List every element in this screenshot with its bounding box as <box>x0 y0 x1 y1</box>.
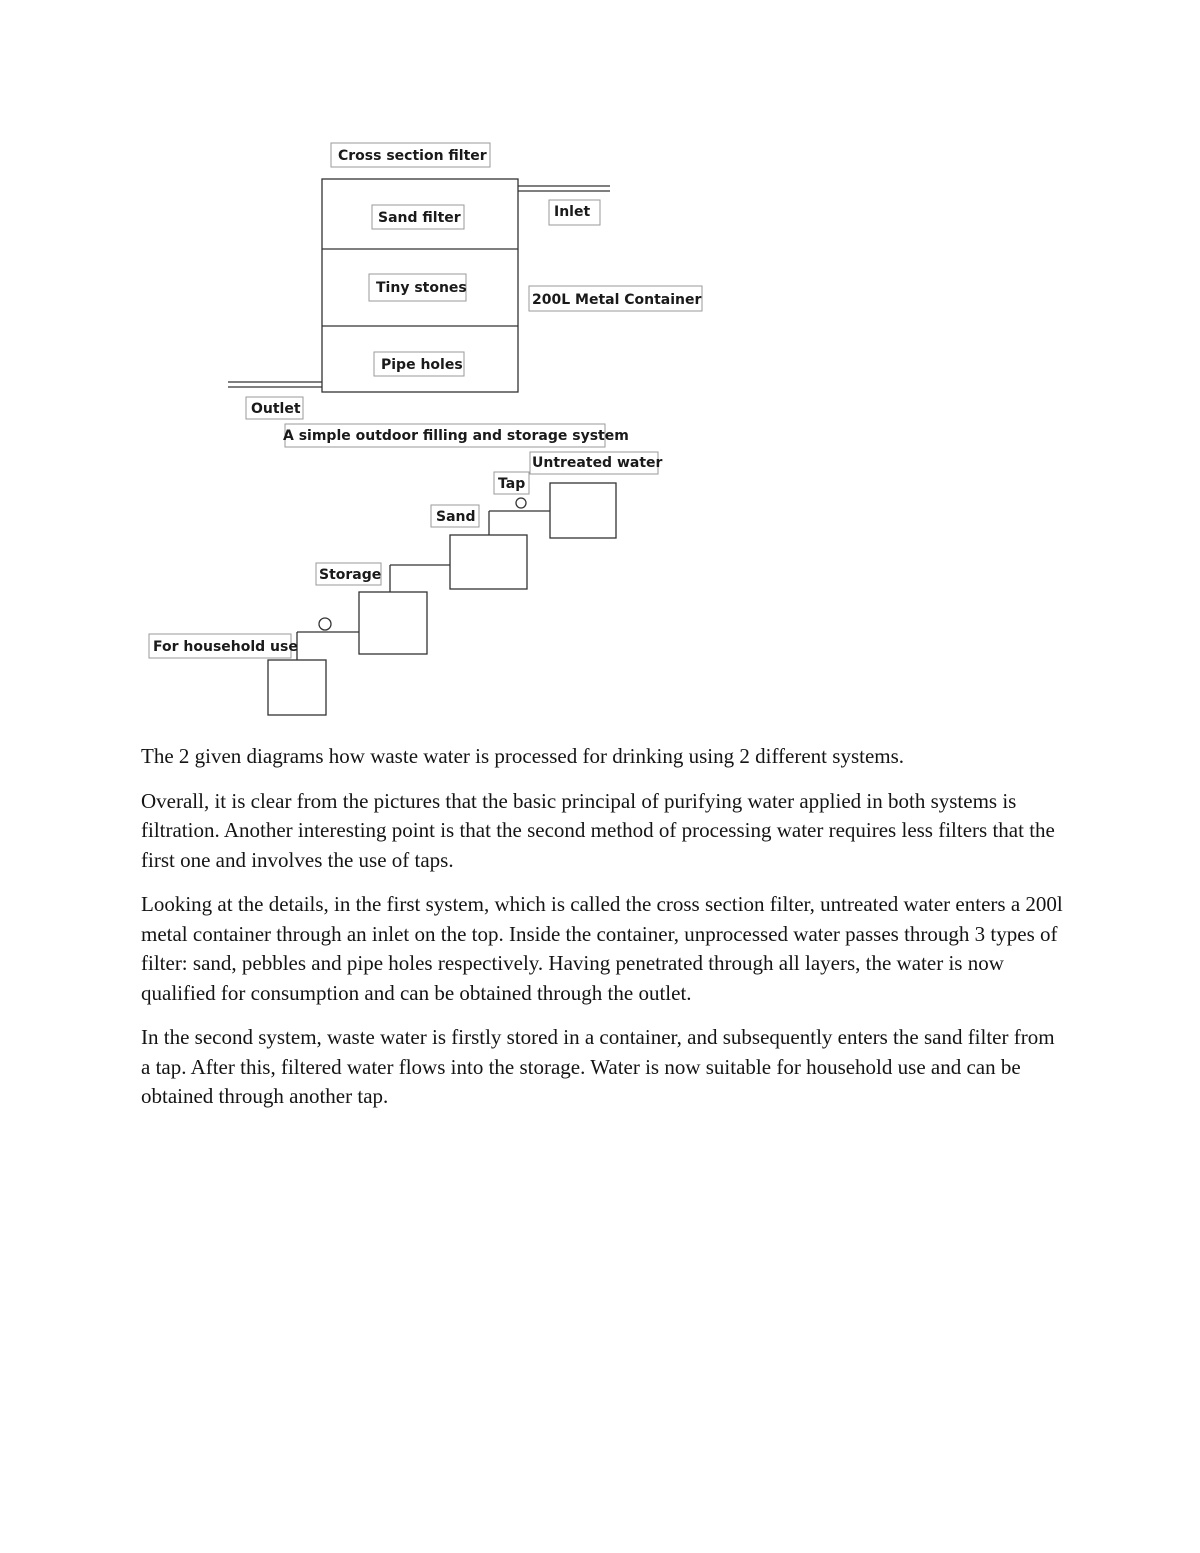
storage-label: Storage <box>319 567 382 583</box>
container-label: 200L Metal Container <box>532 292 702 308</box>
outdoor-system-title: A simple outdoor filling and storage system <box>283 428 629 444</box>
inlet-label: Inlet <box>554 204 591 220</box>
pipe-holes-layer-label: Pipe holes <box>381 357 463 373</box>
tiny-stones-layer-label: Tiny stones <box>376 280 467 296</box>
cross-section-title: Cross section filter <box>338 148 487 164</box>
essay-paragraph-details-second: In the second system, waste water is firstly stored in a container, and subsequently enters the sand filter from a tap. After this, filtered water flows into the storage. Water is now suitable for household use and can be obtained through another tap. <box>141 1025 1055 1108</box>
cross-section-filter-diagram <box>228 143 702 419</box>
sand-label: Sand <box>436 509 476 525</box>
untreated-water-label: Untreated water <box>532 455 663 471</box>
sand-filter-tank <box>450 535 527 589</box>
process-diagram <box>0 0 1200 740</box>
household-tank <box>268 660 326 715</box>
essay-text <box>141 742 1066 1127</box>
outdoor-system-diagram <box>149 424 663 715</box>
storage-tank <box>359 592 427 654</box>
essay-paragraph-overview: Overall, it is clear from the pictures that the basic principal of purifying water applied in both systems is filtration. Another interesting point is that the second method of processing water requires less filters that the first one and involves the use of taps. <box>141 788 1055 872</box>
sand-filter-layer-label: Sand filter <box>378 210 461 226</box>
essay-paragraph-details-first: Looking at the details, in the first system, which is called the cross section filter, untreated water enters a 200l metal container through an inlet on the top. Inside the container, unprocessed water passes through 3 types of filter: sand, pebbles and pipe holes respectively. Having penetrated through all layers, the water is now qualified for consumption and can be obtained through the outlet. <box>141 892 1063 1005</box>
household-use-label: For household use <box>153 639 298 655</box>
tap-label: Tap <box>498 476 526 492</box>
untreated-water-tank <box>550 483 616 538</box>
outlet-label: Outlet <box>251 401 301 417</box>
tap-valve-lower <box>319 618 331 630</box>
tap-valve-upper <box>516 498 526 508</box>
essay-paragraph-intro: The 2 given diagrams how waste water is processed for drinking using 2 different systems. <box>141 744 905 768</box>
